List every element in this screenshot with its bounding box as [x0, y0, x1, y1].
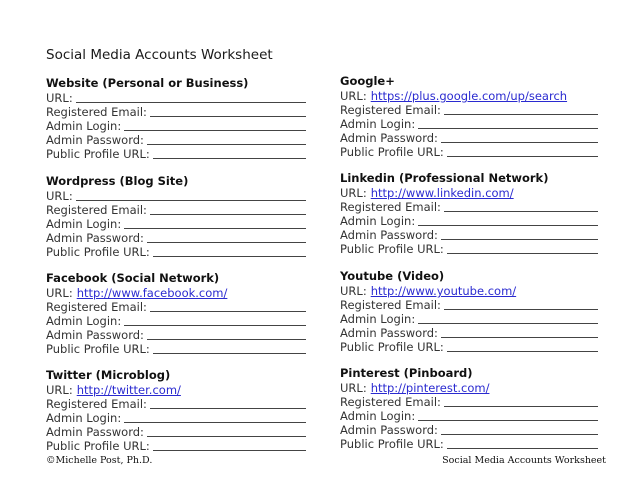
field-label: Public Profile URL:: [340, 340, 444, 354]
url-row: [340, 186, 598, 200]
section-heading: Wordpress (Blog Site): [46, 174, 189, 188]
blank-field[interactable]: [441, 228, 598, 240]
field-label: Public Profile URL:: [46, 439, 150, 453]
url-link[interactable]: http://www.linkedin.com/: [370, 186, 514, 200]
login-row: [340, 312, 598, 326]
field-label: Admin Password:: [46, 328, 144, 342]
section: [46, 76, 306, 161]
url-link[interactable]: http://pinterest.com/: [370, 381, 490, 395]
blank-field[interactable]: [76, 91, 306, 103]
blank-field[interactable]: [147, 133, 306, 145]
password-row: [340, 131, 598, 145]
blank-field[interactable]: [124, 217, 306, 229]
login-row: [46, 119, 306, 133]
field-label: Public Profile URL:: [46, 147, 150, 161]
email-row: [340, 298, 598, 312]
field-label: URL:: [340, 381, 367, 395]
field-label: Admin Login:: [340, 312, 416, 326]
blank-field[interactable]: [76, 189, 306, 201]
profile-row: [46, 439, 306, 453]
blank-field[interactable]: [147, 425, 306, 437]
field-label: Registered Email:: [46, 397, 147, 411]
field-label: Admin Password:: [46, 231, 144, 245]
email-row: [46, 105, 306, 119]
blank-field[interactable]: [150, 203, 306, 215]
section-heading: Twitter (Microblog): [46, 368, 171, 382]
field-label: Registered Email:: [46, 105, 147, 119]
footer-title: Social Media Accounts Worksheet: [442, 455, 606, 466]
url-row: [340, 381, 598, 395]
blank-field[interactable]: [447, 437, 598, 449]
url-link[interactable]: https://plus.google.com/up/search: [370, 89, 568, 103]
blank-field[interactable]: [418, 214, 598, 226]
field-label: Admin Password:: [46, 133, 144, 147]
section-heading: Pinterest (Pinboard): [340, 366, 473, 380]
login-row: [340, 117, 598, 131]
section-heading: Facebook (Social Network): [46, 271, 220, 285]
field-label: Registered Email:: [340, 200, 441, 214]
url-row: [46, 383, 306, 397]
field-label: Public Profile URL:: [340, 242, 444, 256]
email-row: [46, 300, 306, 314]
field-label: Public Profile URL:: [46, 245, 150, 259]
field-label: Admin Password:: [340, 423, 438, 437]
url-row: [340, 89, 598, 103]
url-row: [46, 91, 306, 105]
section: [340, 269, 598, 354]
section: [340, 171, 598, 256]
blank-field[interactable]: [153, 147, 306, 159]
section-heading: Website (Personal or Business): [46, 76, 249, 90]
profile-row: [46, 245, 306, 259]
field-label: Registered Email:: [340, 103, 441, 117]
profile-row: [46, 342, 306, 356]
field-label: Admin Login:: [46, 314, 122, 328]
email-row: [340, 103, 598, 117]
blank-field[interactable]: [150, 397, 306, 409]
blank-field[interactable]: [447, 242, 598, 254]
blank-field[interactable]: [150, 300, 306, 312]
profile-row: [340, 242, 598, 256]
field-label: Admin Login:: [46, 411, 122, 425]
section: [46, 271, 306, 356]
section-heading: Google+: [340, 74, 395, 88]
field-label: Registered Email:: [46, 203, 147, 217]
url-row: [46, 286, 306, 300]
url-link[interactable]: http://twitter.com/: [76, 383, 181, 397]
blank-field[interactable]: [444, 103, 598, 115]
blank-field[interactable]: [441, 423, 598, 435]
email-row: [340, 200, 598, 214]
field-label: Admin Password:: [340, 326, 438, 340]
field-label: Admin Login:: [340, 117, 416, 131]
url-row: [46, 189, 306, 203]
profile-row: [340, 437, 598, 451]
blank-field[interactable]: [147, 231, 306, 243]
field-label: Public Profile URL:: [46, 342, 150, 356]
section-heading: Linkedin (Professional Network): [340, 171, 549, 185]
login-row: [46, 217, 306, 231]
field-label: Admin Password:: [340, 228, 438, 242]
password-row: [46, 425, 306, 439]
section: [340, 366, 598, 451]
field-label: Public Profile URL:: [340, 145, 444, 159]
password-row: [340, 326, 598, 340]
field-label: Admin Login:: [46, 217, 122, 231]
blank-field[interactable]: [147, 328, 306, 340]
password-row: [340, 228, 598, 242]
blank-field[interactable]: [418, 409, 598, 421]
blank-field[interactable]: [447, 145, 598, 157]
section-heading: Youtube (Video): [340, 269, 445, 283]
login-row: [340, 214, 598, 228]
field-label: URL:: [340, 186, 367, 200]
blank-field[interactable]: [153, 342, 306, 354]
login-row: [46, 411, 306, 425]
blank-field[interactable]: [441, 326, 598, 338]
blank-field[interactable]: [124, 314, 306, 326]
field-label: URL:: [340, 89, 367, 103]
field-label: Admin Password:: [340, 131, 438, 145]
password-row: [46, 133, 306, 147]
blank-field[interactable]: [124, 119, 306, 131]
section: [340, 74, 598, 159]
password-row: [46, 328, 306, 342]
blank-field[interactable]: [150, 105, 306, 117]
login-row: [340, 409, 598, 423]
profile-row: [46, 147, 306, 161]
field-label: URL:: [340, 284, 367, 298]
url-link[interactable]: http://www.facebook.com/: [76, 286, 228, 300]
blank-field[interactable]: [444, 200, 598, 212]
profile-row: [340, 145, 598, 159]
field-label: Admin Password:: [46, 425, 144, 439]
page-title: Social Media Accounts Worksheet: [46, 47, 273, 63]
field-label: Registered Email:: [340, 298, 441, 312]
blank-field[interactable]: [444, 298, 598, 310]
field-label: Admin Login:: [340, 214, 416, 228]
field-label: Registered Email:: [46, 300, 147, 314]
email-row: [340, 395, 598, 409]
field-label: Admin Login:: [340, 409, 416, 423]
footer-copyright: ©Michelle Post, Ph.D.: [46, 455, 153, 466]
password-row: [340, 423, 598, 437]
email-row: [46, 203, 306, 217]
section: [46, 368, 306, 453]
email-row: [46, 397, 306, 411]
url-link[interactable]: http://www.youtube.com/: [370, 284, 517, 298]
field-label: URL:: [46, 189, 73, 203]
blank-field[interactable]: [418, 117, 598, 129]
blank-field[interactable]: [447, 340, 598, 352]
field-label: URL:: [46, 286, 73, 300]
url-row: [340, 284, 598, 298]
blank-field[interactable]: [124, 411, 306, 423]
field-label: Admin Login:: [46, 119, 122, 133]
field-label: Public Profile URL:: [340, 437, 444, 451]
blank-field[interactable]: [441, 131, 598, 143]
field-label: URL:: [46, 383, 73, 397]
blank-field[interactable]: [153, 245, 306, 257]
blank-field[interactable]: [153, 439, 306, 451]
field-label: URL:: [46, 91, 73, 105]
password-row: [46, 231, 306, 245]
blank-field[interactable]: [418, 312, 598, 324]
blank-field[interactable]: [444, 395, 598, 407]
profile-row: [340, 340, 598, 354]
login-row: [46, 314, 306, 328]
section: [46, 174, 306, 259]
field-label: Registered Email:: [340, 395, 441, 409]
